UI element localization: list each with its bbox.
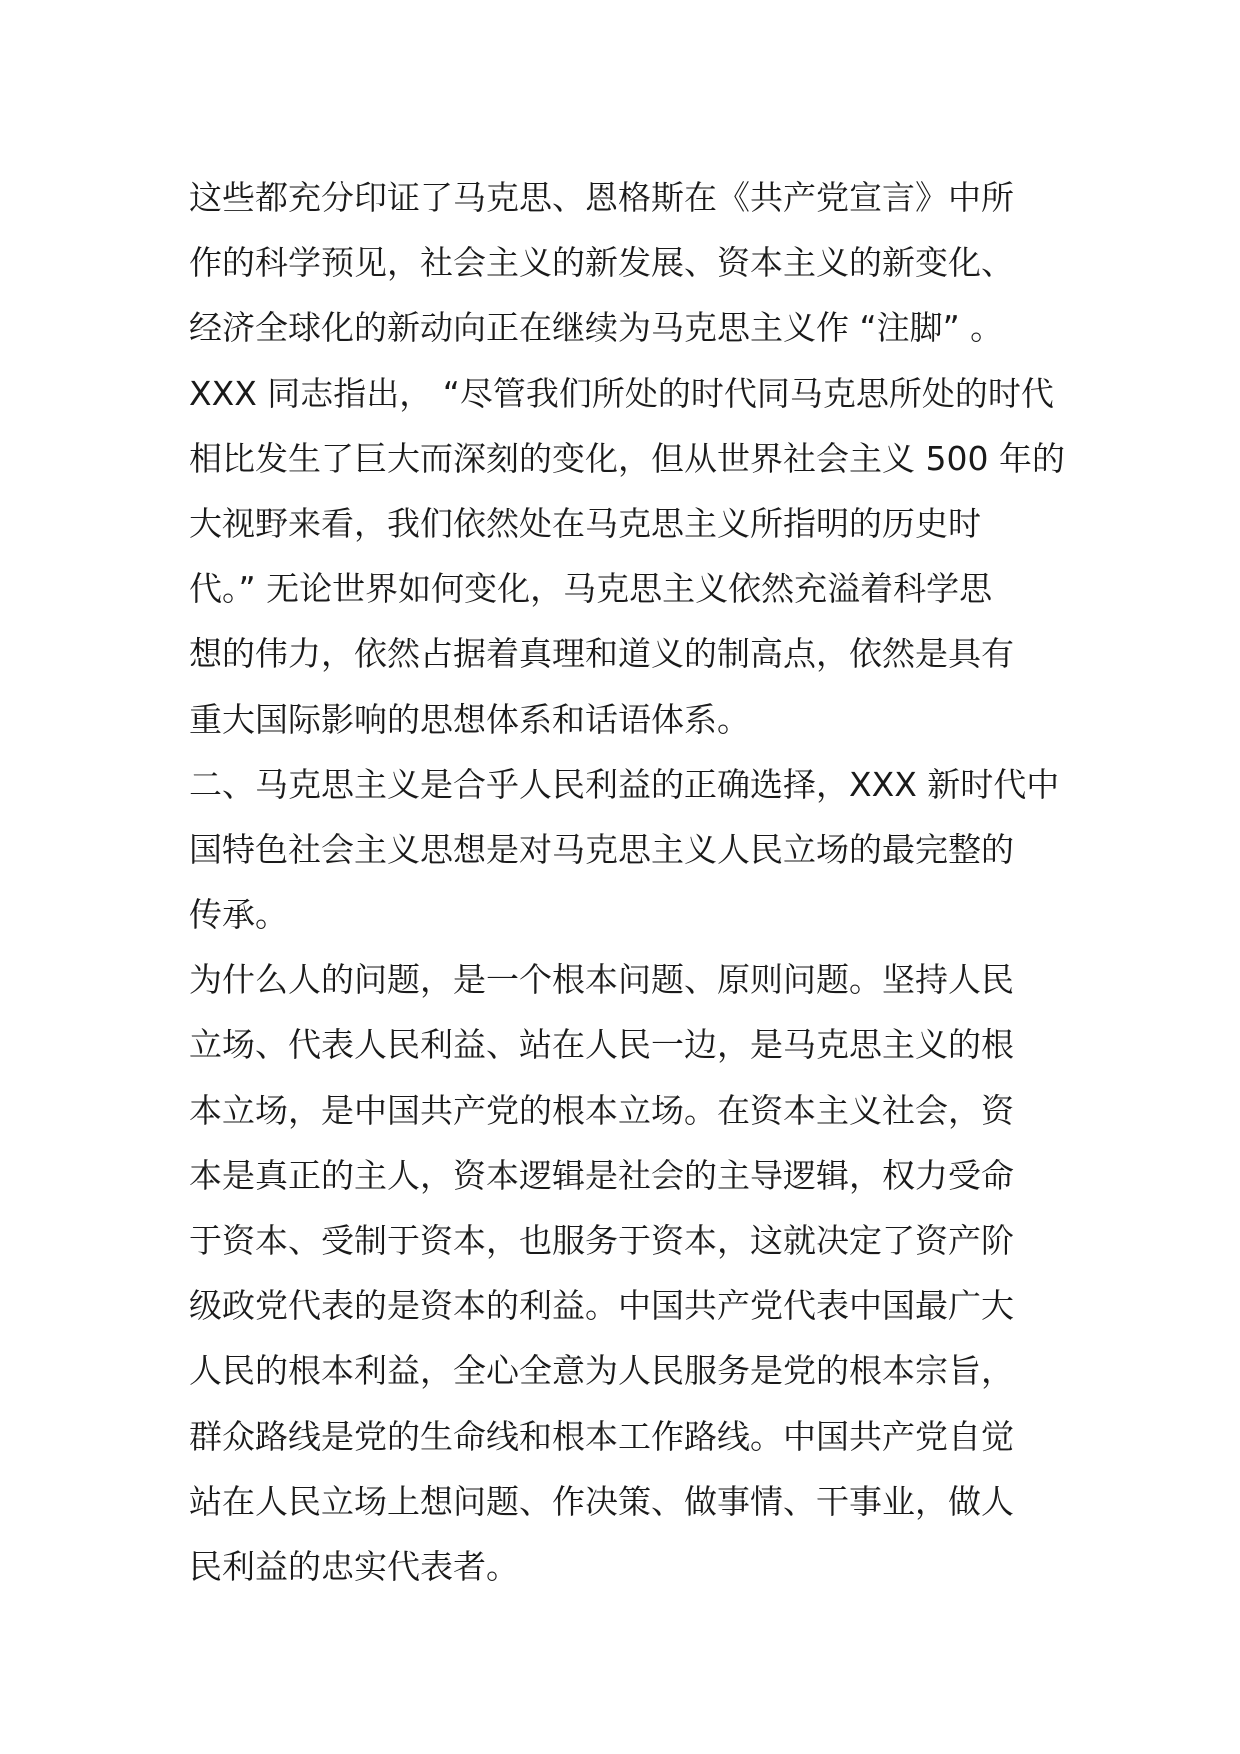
text-line: 站在人民立场上想问题、作决策、做事情、干事业，做人 <box>189 1481 1014 1521</box>
text-line: 大视野来看，我们依然处在马克思主义所指明的历史时 <box>189 503 981 543</box>
text-line: 民利益的忠实代表者。 <box>189 1546 519 1586</box>
text-line: 群众路线是党的生命线和根本工作路线。中国共产党自觉 <box>189 1416 1014 1456</box>
text-line: 相比发生了巨大而深刻的变化，但从世界社会主义 500 年的 <box>189 438 1065 478</box>
section-heading-line: 二、马克思主义是合乎人民利益的正确选择，XXX 新时代中 <box>189 764 1060 804</box>
text-line: 人民的根本利益，全心全意为人民服务是党的根本宗旨， <box>189 1351 1014 1391</box>
body-text <box>189 165 1065 1599</box>
section-heading-line: 国特色社会主义思想是对马克思主义人民立场的最完整的 <box>189 829 1014 869</box>
text-line: 作的科学预见，社会主义的新发展、资本主义的新变化、 <box>189 243 1014 283</box>
text-line: 于资本、受制于资本，也服务于资本，这就决定了资产阶 <box>189 1221 1014 1260</box>
text-line: 想的伟力，依然占据着真理和道义的制高点，依然是具有 <box>189 634 1014 674</box>
text-line: XXX 同志指出， “尽管我们所处的时代同马克思所处的时代 <box>189 373 1054 413</box>
text-line: 为什么人的问题，是一个根本问题、原则问题。坚持人民 <box>189 960 1014 1000</box>
text-line: 经济全球化的新动向正在继续为马克思主义作 “注脚” 。 <box>189 308 1004 348</box>
text-line: 本是真正的主人，资本逻辑是社会的主导逻辑，权力受命 <box>189 1155 1014 1195</box>
text-line: 重大国际影响的思想体系和话语体系。 <box>189 699 750 739</box>
section-heading-line: 传承。 <box>189 895 288 935</box>
text-line: 代。” 无论世界如何变化，马克思主义依然充溢着科学思 <box>189 569 993 609</box>
text-line: 立场、代表人民利益、站在人民一边，是马克思主义的根 <box>189 1025 1014 1065</box>
text-line: 本立场，是中国共产党的根本立场。在资本主义社会，资 <box>189 1090 1014 1130</box>
text-line: 这些都充分印证了马克思、恩格斯在《共产党宣言》中所 <box>189 178 1014 217</box>
text-line: 级政党代表的是资本的利益。中国共产党代表中国最广大 <box>189 1286 1014 1326</box>
